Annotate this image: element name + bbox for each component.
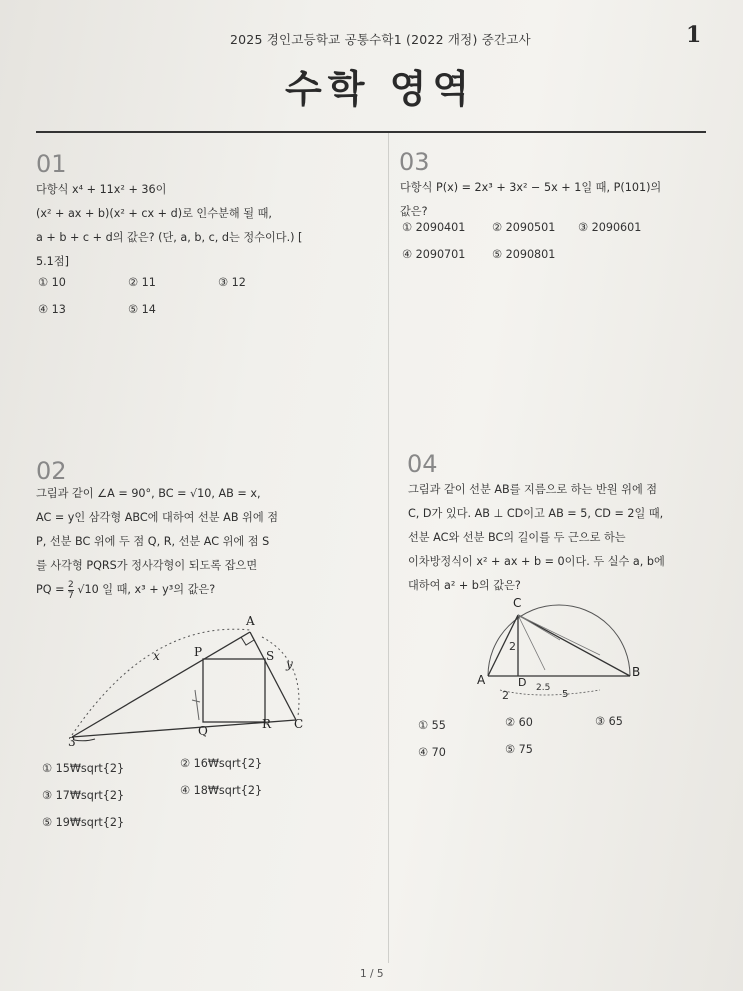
label-cd-length: 2 xyxy=(509,640,516,653)
q02-option-1[interactable]: ① 15₩sqrt{2} xyxy=(42,762,125,775)
page-number: 1 xyxy=(686,22,702,48)
q01-option-2[interactable]: ② 11 xyxy=(128,276,156,289)
q04-line: 선분 AC와 선분 BC의 길이를 두 근으로 하는 xyxy=(408,531,626,544)
fraction-numerator: 2 xyxy=(68,579,74,590)
q03-option-3[interactable]: ③ 2090601 xyxy=(578,221,642,234)
q02-option-5[interactable]: ⑤ 19₩sqrt{2} xyxy=(42,816,125,829)
label-b: B xyxy=(632,665,641,679)
label-ad-length: 2 xyxy=(502,689,509,702)
q03-option-1[interactable]: ① 2090401 xyxy=(402,221,466,234)
q01-line: 다항식 x⁴ + 11x² + 36이 xyxy=(36,183,167,196)
q02-line: 를 사각형 PQRS가 정사각형이 되도록 잡으면 xyxy=(36,559,258,572)
label-s: S xyxy=(266,649,275,663)
question-number-03: 03 xyxy=(399,148,430,176)
q03-option-2[interactable]: ② 2090501 xyxy=(492,221,556,234)
q03-option-4[interactable]: ④ 2090701 xyxy=(402,248,466,261)
label-b: 3 xyxy=(68,735,76,749)
q04-line: 그림과 같이 선분 AB를 지름으로 하는 반원 위에 점 xyxy=(408,483,658,496)
q04-option-3[interactable]: ③ 65 xyxy=(595,715,623,728)
question-number-04: 04 xyxy=(407,450,438,478)
q03-line: 값은? xyxy=(400,205,428,218)
q04-option-4[interactable]: ④ 70 xyxy=(418,746,446,759)
q01-line: (x² + ax + b)(x² + cx + d)로 인수분해 될 때, xyxy=(36,207,272,220)
q04-option-5[interactable]: ⑤ 75 xyxy=(505,743,533,756)
q02-line: AC = y인 삼각형 ABC에 대하여 선분 AB 위에 점 xyxy=(36,511,279,524)
label-x: x xyxy=(153,649,160,663)
question-number-01: 01 xyxy=(36,150,67,178)
exam-title: 2025 경인고등학교 공통수학1 (2022 개정) 중간고사 xyxy=(230,32,531,47)
q04-line: 대하여 a² + b의 값은? xyxy=(408,579,521,592)
q04-option-2[interactable]: ② 60 xyxy=(505,716,533,729)
q03-option-5[interactable]: ⑤ 2090801 xyxy=(492,248,556,261)
q01-option-4[interactable]: ④ 13 xyxy=(38,303,66,316)
q02-line: 그림과 같이 ∠A = 90°, BC = √10, AB = x, xyxy=(36,487,261,500)
page-footer: 1 / 5 xyxy=(360,968,384,980)
q02-tail: √10 일 때, x³ + y³의 값은? xyxy=(77,583,216,596)
chord-bc xyxy=(518,615,630,676)
fraction-denominator: 7 xyxy=(68,590,74,601)
label-d: D xyxy=(518,676,527,689)
label-five: 5 xyxy=(562,689,569,700)
question-number-02: 02 xyxy=(36,457,67,485)
q04-line: 이차방정식이 x² + ax + b = 0이다. 두 실수 a, b에 xyxy=(408,555,665,568)
q01-option-3[interactable]: ③ 12 xyxy=(218,276,246,289)
q04-line: C, D가 있다. AB ⊥ CD이고 AB = 5, CD = 2일 때, xyxy=(408,507,664,520)
q04-option-1[interactable]: ① 55 xyxy=(418,719,446,732)
label-a: A xyxy=(246,614,255,628)
q02-pq-label: PQ = xyxy=(36,583,69,596)
q02-line: P, 선분 BC 위에 두 점 Q, R, 선분 AC 위에 점 S xyxy=(36,535,270,548)
label-y: y xyxy=(286,657,293,671)
pencil-lines xyxy=(518,615,600,670)
q03-line: 다항식 P(x) = 2x³ + 3x² − 5x + 1일 때, P(101)의 xyxy=(400,181,662,194)
q02-option-2[interactable]: ② 16₩sqrt{2} xyxy=(180,757,263,770)
q01-option-5[interactable]: ⑤ 14 xyxy=(128,303,156,316)
q01-option-1[interactable]: ① 10 xyxy=(38,276,66,289)
q01-line: a + b + c + d의 값은? (단, a, b, c, d는 정수이다.) [ xyxy=(36,231,303,244)
label-p: P xyxy=(194,645,203,659)
q02-option-3[interactable]: ③ 17₩sqrt{2} xyxy=(42,789,125,802)
label-q: Q xyxy=(198,724,208,738)
q01-line: 5.1점] xyxy=(36,255,69,268)
label-c: C xyxy=(513,596,522,610)
label-a: A xyxy=(477,673,486,687)
label-c: C xyxy=(294,717,304,731)
label-half: 2.5 xyxy=(536,683,551,693)
subject-title: 수학 영역 xyxy=(285,67,476,111)
q02-option-4[interactable]: ④ 18₩sqrt{2} xyxy=(180,784,263,797)
label-r: R xyxy=(262,717,272,731)
